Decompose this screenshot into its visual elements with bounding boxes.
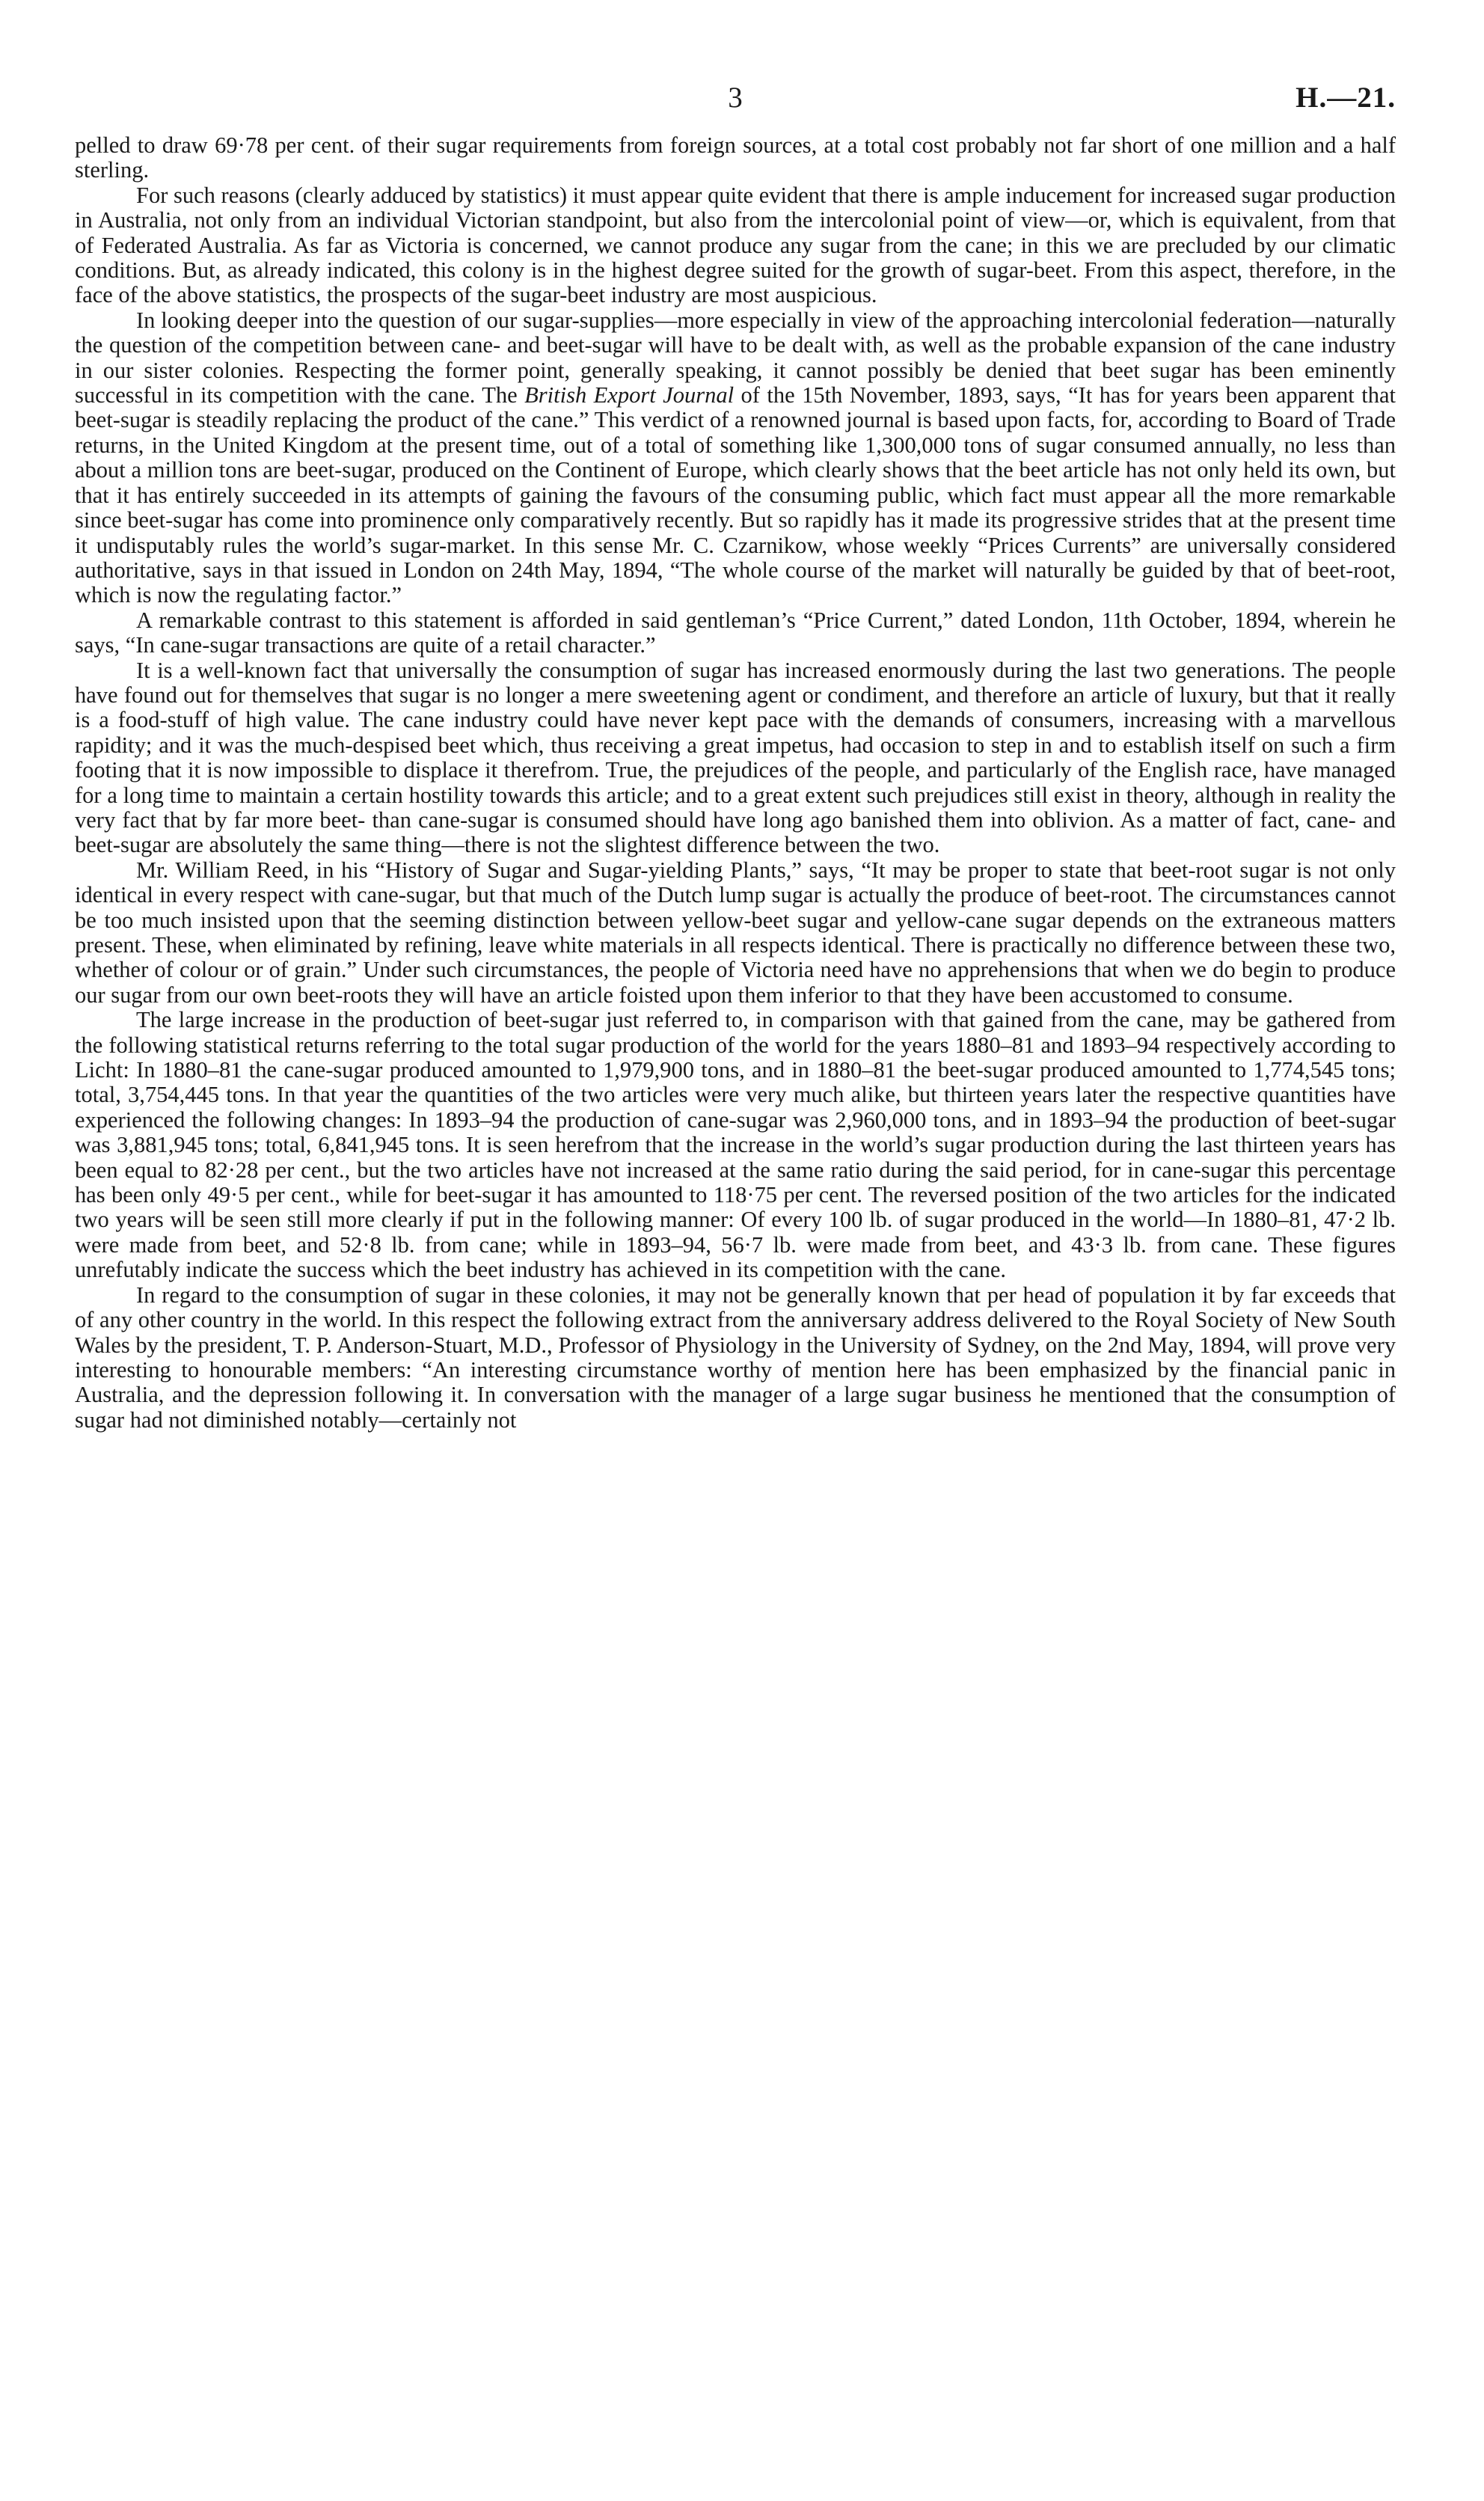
journal-title: British Export Journal xyxy=(524,382,735,408)
paragraph-3-text-a: In looking deeper into the question of our sugar-supplies—more especially in view of the approaching intercolonial federation—naturally the question of the competition between cane- and beet-sugar will have to be dealt with, as well as the probable expansion of the cane industry in our sister colonies. Respecting the former point, generally speaking, it cannot possibly be denied that beet sugar has been eminently successful in its competition with the cane. The xyxy=(75,307,1396,408)
paragraph-1: pelled to draw 69·78 per cent. of their sugar requirements from foreign sources, at a total cost probably not far short of one million and a half sterling. xyxy=(75,132,1396,183)
paragraph-3-text-b: of the 15th November, 1893, says, “It has for years been apparent that beet-sugar is steadily replacing the product of the cane.” This verdict of a renowned journal is based upon facts, for, according to Board of Trade returns, in the United Kingdom at the present time, out of a total of something like 1,300,000 tons of sugar consumed annually, no less than about a million tons are beet-sugar, produced on the Continent of Europe, which clearly shows that the beet article has not only held its own, but that it has entirely succeeded in its attempts of gaining the favours of the consuming public, which fact must appear all the more remarkable since beet-sugar has come into prominence only comparatively recently. But so rapidly has it made its progressive strides that at the present time it undisputably rules the world’s sugar-market. In this sense Mr. C. Czarnikow, whose weekly “Prices Currents” are universally considered authoritative, says in that issued in London on 24th May, 1894, “The whole course of the market will naturally be guided by that of beet-root, which is now the regulating factor.” xyxy=(75,382,1396,608)
paragraph-2: For such reasons (clearly adduced by statistics) it must appear quite evident that there is ample inducement for increased sugar production in Australia, not only from an individual Victorian standpoint, but also from the intercolonial point of view—or, which is equivalent, from that of Federated Australia. As far as Victoria is concerned, we cannot produce any sugar from the cane; in this we are precluded by our climatic conditions. But, as already indicated, this colony is in the highest degree suited for the growth of sugar-beet. From this aspect, therefore, in the face of the above statistics, the prospects of the sugar-beet industry are most auspicious. xyxy=(75,182,1396,308)
paragraph-5: It is a well-known fact that universally the consumption of sugar has increased enormously during the last two generations. The people have found out for themselves that sugar is no longer a mere sweetening agent or condiment, and therefore an article of luxury, but that it really is a food-stuff of high value. The cane industry could have never kept pace with the demands of consumers, increasing with a marvellous rapidity; and it was the much-despised beet which, thus receiving a great impetus, had occasion to step in and to establish itself on such a firm footing that it is now impossible to displace it therefrom. True, the prejudices of the people, and particularly of the English race, have managed for a long time to maintain a certain hostility towards this article; and to a great extent such prejudices still exist in theory, although in reality the very fact that by far more beet- than cane-sugar is consumed should have long ago banished them into oblivion. As a matter of fact, cane- and beet-sugar are absolutely the same thing—there is not the slightest difference between the two. xyxy=(75,657,1396,858)
document-page xyxy=(75,81,1396,1433)
page-header xyxy=(75,81,1396,133)
paragraph-4: A remarkable contrast to this statement is afforded in said gentleman’s “Price Current,” dated London, 11th October, 1894, wherein he says, “In cane-sugar transactions are quite of a retail character.” xyxy=(75,607,1396,658)
series-code: H.—21. xyxy=(1296,82,1396,114)
body-text xyxy=(75,133,1396,1433)
paragraph-6: Mr. William Reed, in his “History of Sugar and Sugar-yielding Plants,” says, “It may be proper to state that beet-root sugar is not only identical in every respect with cane-sugar, but that much of the Dutch lump sugar is actually the produce of beet-root. The circumstances cannot be too much insisted upon that the seeming distinction between yellow-beet sugar and yellow-cane sugar depends on the extraneous matters present. These, when eliminated by refining, leave white materials in all respects identical. There is practically no difference between these two, whether of colour or of grain.” Under such circumstances, the people of Victoria need have no apprehensions that when we do begin to produce our sugar from our own beet-roots they will have an article foisted upon them inferior to that they have been accustomed to consume. xyxy=(75,857,1396,1008)
paragraph-3 xyxy=(75,308,1396,608)
paragraph-8: In regard to the consumption of sugar in these colonies, it may not be generally known that per head of population it by far exceeds that of any other country in the world. In this respect the following extract from the anniversary address delivered to the Royal Society of New South Wales by the president, T. P. Anderson-Stuart, M.D., Professor of Physiology in the University of Sydney, on the 2nd May, 1894, will prove very interesting to honourable members: “An interesting circumstance worthy of mention here has been emphasized by the financial panic in Australia, and the depression following it. In conversation with the manager of a large sugar business he mentioned that the consumption of sugar had not diminished notably—certainly not xyxy=(75,1282,1396,1433)
paragraph-7: The large increase in the production of beet-sugar just referred to, in comparison with that gained from the cane, may be gathered from the following statistical returns referring to the total sugar production of the world for the years 1880–81 and 1893–94 respectively according to Licht: In 1880–81 the cane-sugar produced amounted to 1,979,900 tons, and in 1880–81 the beet-sugar produced amounted to 1,774,545 tons; total, 3,754,445 tons. In that year the quantities of the two articles were very much alike, but thirteen years later the respective quantities have experienced the following changes: In 1893–94 the production of cane-sugar was 2,960,000 tons, and in 1893–94 the production of beet-sugar was 3,881,945 tons; total, 6,841,945 tons. It is seen herefrom that the increase in the world’s sugar production during the last thirteen years has been equal to 82·28 per cent., but the two articles have not increased at the same ratio during the said period, for in cane-sugar this percentage has been only 49·5 per cent., while for beet-sugar it has amounted to 118·75 per cent. The reversed position of the two articles for the indicated two years will be seen still more clearly if put in the following manner: Of every 100 lb. of sugar produced in the world—In 1880–81, 47·2 lb. were made from beet, and 52·8 lb. from cane; while in 1893–94, 56·7 lb. were made from beet, and 43·3 lb. from cane. These figures unrefutably indicate the success which the beet industry has achieved in its competition with the cane. xyxy=(75,1007,1396,1283)
page-number: 3 xyxy=(728,82,743,114)
